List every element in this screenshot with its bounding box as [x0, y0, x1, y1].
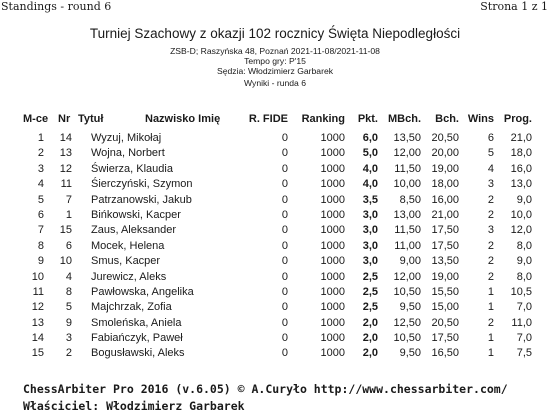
cell-bch: 19,00 — [431, 162, 459, 175]
cell-bch: 16,00 — [431, 193, 459, 206]
software-credit: ChessArbiter Pro 2016 (v.6.05) © A.Curyło http://www.chessarbiter.com/ — [23, 382, 508, 396]
cell-bch: 17,50 — [431, 239, 459, 252]
table-row — [0, 224, 550, 239]
cell-ranking: 1000 — [320, 239, 345, 252]
cell-name: Śierczyński, Szymon — [91, 178, 193, 191]
cell-mbch: 12,00 — [393, 270, 421, 283]
cell-pts: 4,0 — [362, 162, 378, 175]
cell-bch: 20,50 — [431, 316, 459, 329]
cell-wins: 2 — [487, 239, 494, 252]
cell-prog: 12,0 — [510, 224, 532, 237]
cell-place: 13 — [31, 316, 44, 329]
cell-mbch: 9,50 — [399, 347, 421, 360]
cell-place: 3 — [37, 162, 44, 175]
cell-name: Patrzanowski, Jakub — [91, 193, 192, 206]
cell-ranking: 1000 — [320, 208, 345, 221]
cell-name: Świerza, Klaudia — [91, 162, 173, 175]
cell-wins: 2 — [487, 208, 494, 221]
cell-fide: 0 — [281, 224, 288, 237]
col-place: M-ce — [23, 113, 49, 125]
cell-fide: 0 — [281, 147, 288, 160]
cell-name: Smoleńska, Aniela — [91, 316, 182, 329]
col-prog: Prog. — [503, 113, 532, 125]
cell-place: 4 — [37, 178, 44, 191]
cell-pts: 3,5 — [362, 193, 378, 206]
cell-wins: 1 — [487, 332, 494, 345]
cell-prog: 8,0 — [516, 270, 532, 283]
cell-ranking: 1000 — [320, 162, 345, 175]
cell-ranking: 1000 — [320, 301, 345, 314]
cell-name: Fabiańczyk, Paweł — [91, 332, 183, 345]
cell-ranking: 1000 — [320, 285, 345, 298]
cell-pts: 5,0 — [362, 147, 378, 160]
cell-ranking: 1000 — [320, 255, 345, 268]
cell-name: Jurewicz, Aleks — [91, 270, 167, 283]
cell-prog: 16,0 — [510, 162, 532, 175]
table-row — [0, 347, 550, 362]
cell-bch: 13,50 — [431, 255, 459, 268]
cell-fide: 0 — [281, 285, 288, 298]
cell-prog: 21,0 — [510, 132, 532, 144]
cell-nr: 12 — [59, 162, 72, 175]
table-header — [0, 113, 550, 132]
cell-ranking: 1000 — [320, 178, 345, 191]
cell-wins: 2 — [487, 193, 494, 206]
cell-ranking: 1000 — [320, 132, 345, 144]
cell-pts: 2,5 — [362, 270, 378, 283]
cell-name: Mocek, Helena — [91, 239, 165, 252]
cell-place: 5 — [37, 193, 44, 206]
cell-prog: 7,5 — [516, 347, 532, 360]
col-title: Tytuł — [78, 113, 104, 125]
table-row — [0, 132, 550, 147]
cell-nr: 7 — [65, 193, 72, 206]
table-row — [0, 209, 550, 224]
cell-pts: 6,0 — [362, 132, 378, 144]
cell-prog: 9,0 — [516, 255, 532, 268]
cell-fide: 0 — [281, 193, 288, 206]
cell-fide: 0 — [281, 316, 288, 329]
col-fide: R. FIDE — [248, 113, 288, 125]
cell-ranking: 1000 — [320, 332, 345, 345]
table-row — [0, 147, 550, 162]
cell-nr: 1 — [65, 208, 72, 221]
cell-pts: 3,0 — [362, 224, 378, 237]
cell-wins: 2 — [487, 270, 494, 283]
cell-bch: 21,00 — [431, 208, 459, 221]
col-bch: Bch. — [435, 113, 459, 125]
cell-place: 12 — [31, 301, 44, 314]
cell-mbch: 8,50 — [399, 193, 421, 206]
cell-mbch: 11,00 — [394, 239, 421, 252]
cell-bch: 18,00 — [431, 178, 459, 191]
cell-bch: 15,50 — [431, 285, 459, 298]
cell-ranking: 1000 — [320, 347, 345, 360]
cell-prog: 7,0 — [516, 332, 532, 345]
cell-ranking: 1000 — [320, 270, 345, 283]
cell-pts: 2,0 — [362, 347, 378, 360]
cell-fide: 0 — [281, 347, 288, 360]
arbiter: Sędzia: Włodzimierz Garbarek — [216, 66, 334, 76]
cell-nr: 15 — [59, 224, 72, 237]
cell-bch: 15,00 — [431, 301, 459, 314]
table-row — [0, 240, 550, 255]
cell-mbch: 10,00 — [393, 178, 421, 191]
cell-place: 14 — [31, 332, 44, 345]
tournament-title: Turniej Szachowy z okazji 102 rocznicy Święta Niepodległości — [89, 26, 461, 41]
cell-ranking: 1000 — [320, 147, 345, 160]
cell-mbch: 13,00 — [393, 208, 421, 221]
cell-pts: 3,0 — [362, 255, 378, 268]
cell-mbch: 11,50 — [394, 162, 421, 175]
cell-pts: 2,0 — [362, 316, 378, 329]
cell-mbch: 10,50 — [393, 285, 421, 298]
cell-wins: 3 — [487, 178, 494, 191]
venue-date: ZSB-D; Raszyńska 48, Poznań 2021-11-08/2021-11-08 — [170, 46, 380, 56]
cell-mbch: 10,50 — [393, 332, 421, 345]
cell-wins: 1 — [487, 347, 494, 360]
cell-nr: 11 — [60, 178, 72, 191]
cell-nr: 2 — [65, 347, 72, 360]
cell-prog: 8,0 — [516, 239, 532, 252]
cell-prog: 10,0 — [510, 208, 532, 221]
table-row — [0, 163, 550, 178]
cell-fide: 0 — [281, 208, 288, 221]
cell-bch: 20,00 — [431, 147, 459, 160]
cell-pts: 2,0 — [362, 332, 378, 345]
cell-place: 8 — [37, 239, 44, 252]
cell-name: Smus, Kacper — [91, 255, 161, 268]
cell-nr: 14 — [59, 132, 72, 144]
cell-ranking: 1000 — [320, 193, 345, 206]
cell-name: Zaus, Aleksander — [91, 224, 176, 237]
table-row — [0, 178, 550, 193]
cell-prog: 18,0 — [510, 147, 532, 160]
cell-prog: 9,0 — [516, 193, 532, 206]
report-header-left: Standings - round 6 — [1, 0, 112, 13]
cell-pts: 2,5 — [362, 285, 378, 298]
cell-nr: 5 — [65, 301, 72, 314]
cell-prog: 11,0 — [511, 316, 532, 329]
cell-mbch: 12,00 — [393, 147, 421, 160]
cell-wins: 1 — [487, 301, 494, 314]
cell-wins: 1 — [487, 285, 494, 298]
cell-place: 2 — [37, 147, 44, 160]
cell-wins: 5 — [487, 147, 494, 160]
cell-ranking: 1000 — [320, 224, 345, 237]
cell-name: Majchrzak, Zofia — [91, 301, 172, 314]
col-nr: Nr — [58, 113, 71, 125]
cell-fide: 0 — [281, 178, 288, 191]
cell-fide: 0 — [281, 332, 288, 345]
cell-nr: 9 — [65, 316, 72, 329]
cell-nr: 4 — [65, 270, 72, 283]
cell-nr: 10 — [59, 255, 72, 268]
table-row — [0, 286, 550, 301]
time-control: Tempo gry: P'15 — [244, 56, 306, 66]
page-number: Strona 1 z 1 — [480, 0, 548, 13]
round-label: Wyniki - runda 6 — [243, 78, 306, 88]
cell-nr: 6 — [65, 239, 72, 252]
cell-wins: 3 — [487, 224, 494, 237]
cell-fide: 0 — [281, 132, 288, 144]
cell-mbch: 11,50 — [394, 224, 421, 237]
cell-prog: 13,0 — [510, 178, 532, 191]
cell-name: Wojna, Norbert — [91, 147, 165, 160]
col-name: Nazwisko Imię — [145, 113, 221, 125]
cell-wins: 2 — [487, 316, 494, 329]
cell-pts: 2,5 — [362, 301, 378, 314]
cell-pts: 3,0 — [362, 208, 378, 221]
cell-mbch: 12,50 — [393, 316, 421, 329]
cell-mbch: 13,50 — [393, 132, 421, 144]
cell-bch: 17,50 — [431, 332, 459, 345]
cell-name: Bogusławski, Aleks — [91, 347, 185, 360]
cell-wins: 6 — [487, 132, 494, 144]
standings-table — [0, 113, 550, 363]
col-ranking: Ranking — [301, 113, 345, 125]
table-row — [0, 301, 550, 316]
cell-place: 9 — [37, 255, 44, 268]
cell-bch: 20,50 — [431, 132, 459, 144]
cell-place: 6 — [37, 208, 44, 221]
cell-bch: 19,00 — [431, 270, 459, 283]
cell-bch: 16,50 — [431, 347, 459, 360]
cell-fide: 0 — [281, 270, 288, 283]
table-row — [0, 194, 550, 209]
cell-mbch: 9,00 — [399, 255, 421, 268]
cell-prog: 10,5 — [510, 285, 532, 298]
owner-credit: Właściciel: Włodzimierz Garbarek — [23, 399, 245, 413]
table-row — [0, 271, 550, 286]
cell-name: Bińkowski, Kacper — [91, 208, 181, 221]
cell-wins: 4 — [487, 162, 494, 175]
cell-place: 7 — [37, 224, 44, 237]
cell-nr: 8 — [65, 285, 72, 298]
col-mbch: MBch. — [388, 113, 421, 125]
cell-fide: 0 — [281, 162, 288, 175]
table-row — [0, 332, 550, 347]
cell-bch: 17,50 — [431, 224, 459, 237]
cell-fide: 0 — [281, 255, 288, 268]
cell-pts: 3,0 — [362, 239, 378, 252]
cell-pts: 4,0 — [362, 178, 378, 191]
table-row — [0, 317, 550, 332]
cell-nr: 3 — [65, 332, 72, 345]
col-points: Pkt. — [357, 113, 378, 125]
cell-name: Pawłowska, Angelika — [91, 285, 194, 298]
cell-place: 10 — [31, 270, 44, 283]
col-wins: Wins — [467, 113, 494, 125]
table-row — [0, 255, 550, 270]
cell-wins: 2 — [487, 255, 494, 268]
cell-place: 15 — [31, 347, 44, 360]
cell-name: Wyzuj, Mikołaj — [91, 132, 162, 144]
cell-prog: 7,0 — [516, 301, 532, 314]
cell-mbch: 9,50 — [399, 301, 421, 314]
cell-fide: 0 — [281, 301, 288, 314]
cell-ranking: 1000 — [320, 316, 345, 329]
cell-place: 11 — [32, 285, 44, 298]
cell-nr: 13 — [59, 147, 72, 160]
cell-place: 1 — [37, 132, 44, 144]
cell-fide: 0 — [281, 239, 288, 252]
